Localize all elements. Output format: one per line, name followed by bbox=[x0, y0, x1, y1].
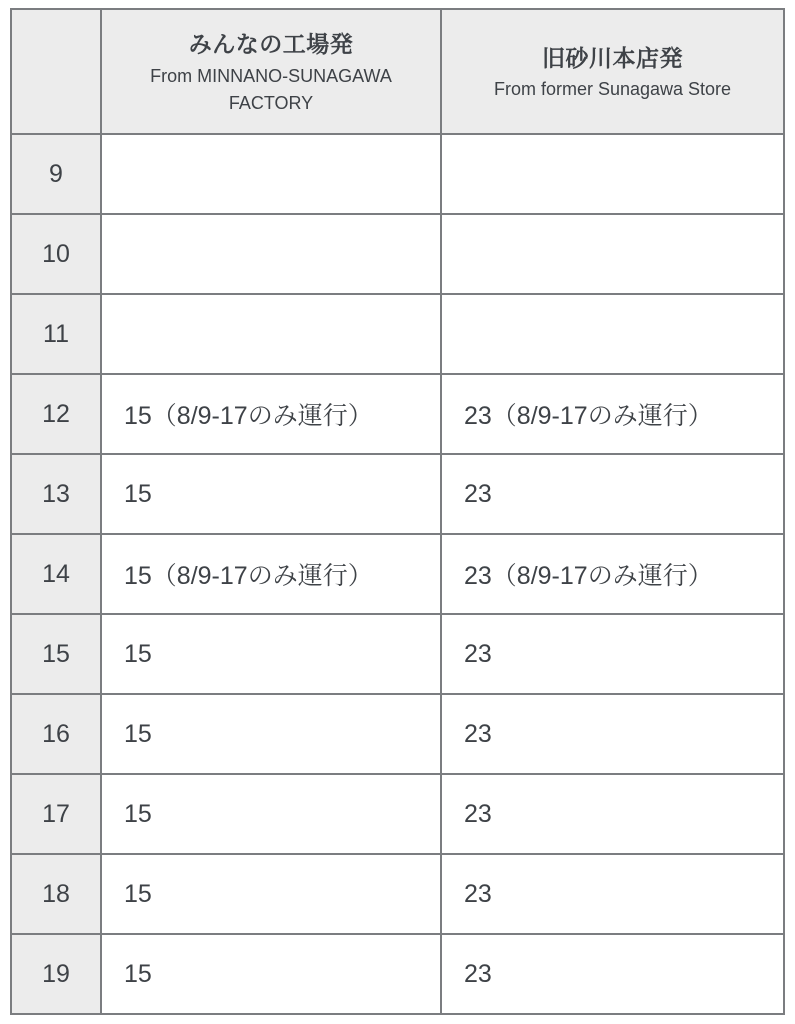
factory-departure-cell bbox=[101, 134, 441, 214]
table-row bbox=[11, 294, 784, 374]
table-row bbox=[11, 134, 784, 214]
factory-departure-cell: 15 bbox=[101, 774, 441, 854]
hour-cell: 19 bbox=[11, 934, 101, 1014]
factory-column-subtitle: From MINNANO-SUNAGAWA FACTORY bbox=[150, 65, 392, 113]
store-departure-cell: 23 bbox=[441, 694, 784, 774]
factory-column-title: みんなの工場発 bbox=[188, 31, 354, 58]
hour-cell: 18 bbox=[11, 854, 101, 934]
factory-departure-cell bbox=[101, 294, 441, 374]
store-column-subtitle: From former Sunagawa Store bbox=[493, 79, 732, 100]
store-departure-cell bbox=[441, 134, 784, 214]
factory-departure-cell: 15 bbox=[101, 614, 441, 694]
header-row bbox=[11, 9, 784, 134]
col-header-store bbox=[441, 9, 784, 134]
factory-departure-cell: 15（8/9-17のみ運行） bbox=[101, 534, 441, 614]
store-column-title: 旧砂川本店発 bbox=[542, 44, 683, 71]
hour-cell: 11 bbox=[11, 294, 101, 374]
store-departure-cell: 23 bbox=[441, 934, 784, 1014]
hour-cell: 14 bbox=[11, 534, 101, 614]
hour-cell: 12 bbox=[11, 374, 101, 454]
table-row bbox=[11, 454, 784, 534]
factory-departure-cell: 15 bbox=[101, 854, 441, 934]
col-header-factory bbox=[101, 9, 441, 134]
store-departure-cell: 23 bbox=[441, 774, 784, 854]
table-row bbox=[11, 854, 784, 934]
table-row bbox=[11, 694, 784, 774]
hour-cell: 13 bbox=[11, 454, 101, 534]
table-row bbox=[11, 214, 784, 294]
hour-cell: 9 bbox=[11, 134, 101, 214]
store-departure-cell: 23（8/9-17のみ運行） bbox=[441, 534, 784, 614]
timetable bbox=[10, 8, 785, 1015]
hour-cell: 17 bbox=[11, 774, 101, 854]
store-departure-cell bbox=[441, 294, 784, 374]
factory-departure-cell: 15 bbox=[101, 934, 441, 1014]
hour-cell: 10 bbox=[11, 214, 101, 294]
table-row bbox=[11, 374, 784, 454]
table-row bbox=[11, 534, 784, 614]
corner-cell bbox=[11, 9, 101, 134]
factory-departure-cell: 15 bbox=[101, 694, 441, 774]
factory-departure-cell: 15 bbox=[101, 454, 441, 534]
factory-departure-cell: 15（8/9-17のみ運行） bbox=[101, 374, 441, 454]
store-departure-cell: 23 bbox=[441, 614, 784, 694]
store-departure-cell: 23 bbox=[441, 454, 784, 534]
factory-departure-cell bbox=[101, 214, 441, 294]
store-departure-cell: 23 bbox=[441, 854, 784, 934]
table-row bbox=[11, 934, 784, 1014]
table-row bbox=[11, 774, 784, 854]
hour-cell: 15 bbox=[11, 614, 101, 694]
table-row bbox=[11, 614, 784, 694]
store-departure-cell bbox=[441, 214, 784, 294]
hour-cell: 16 bbox=[11, 694, 101, 774]
store-departure-cell: 23（8/9-17のみ運行） bbox=[441, 374, 784, 454]
